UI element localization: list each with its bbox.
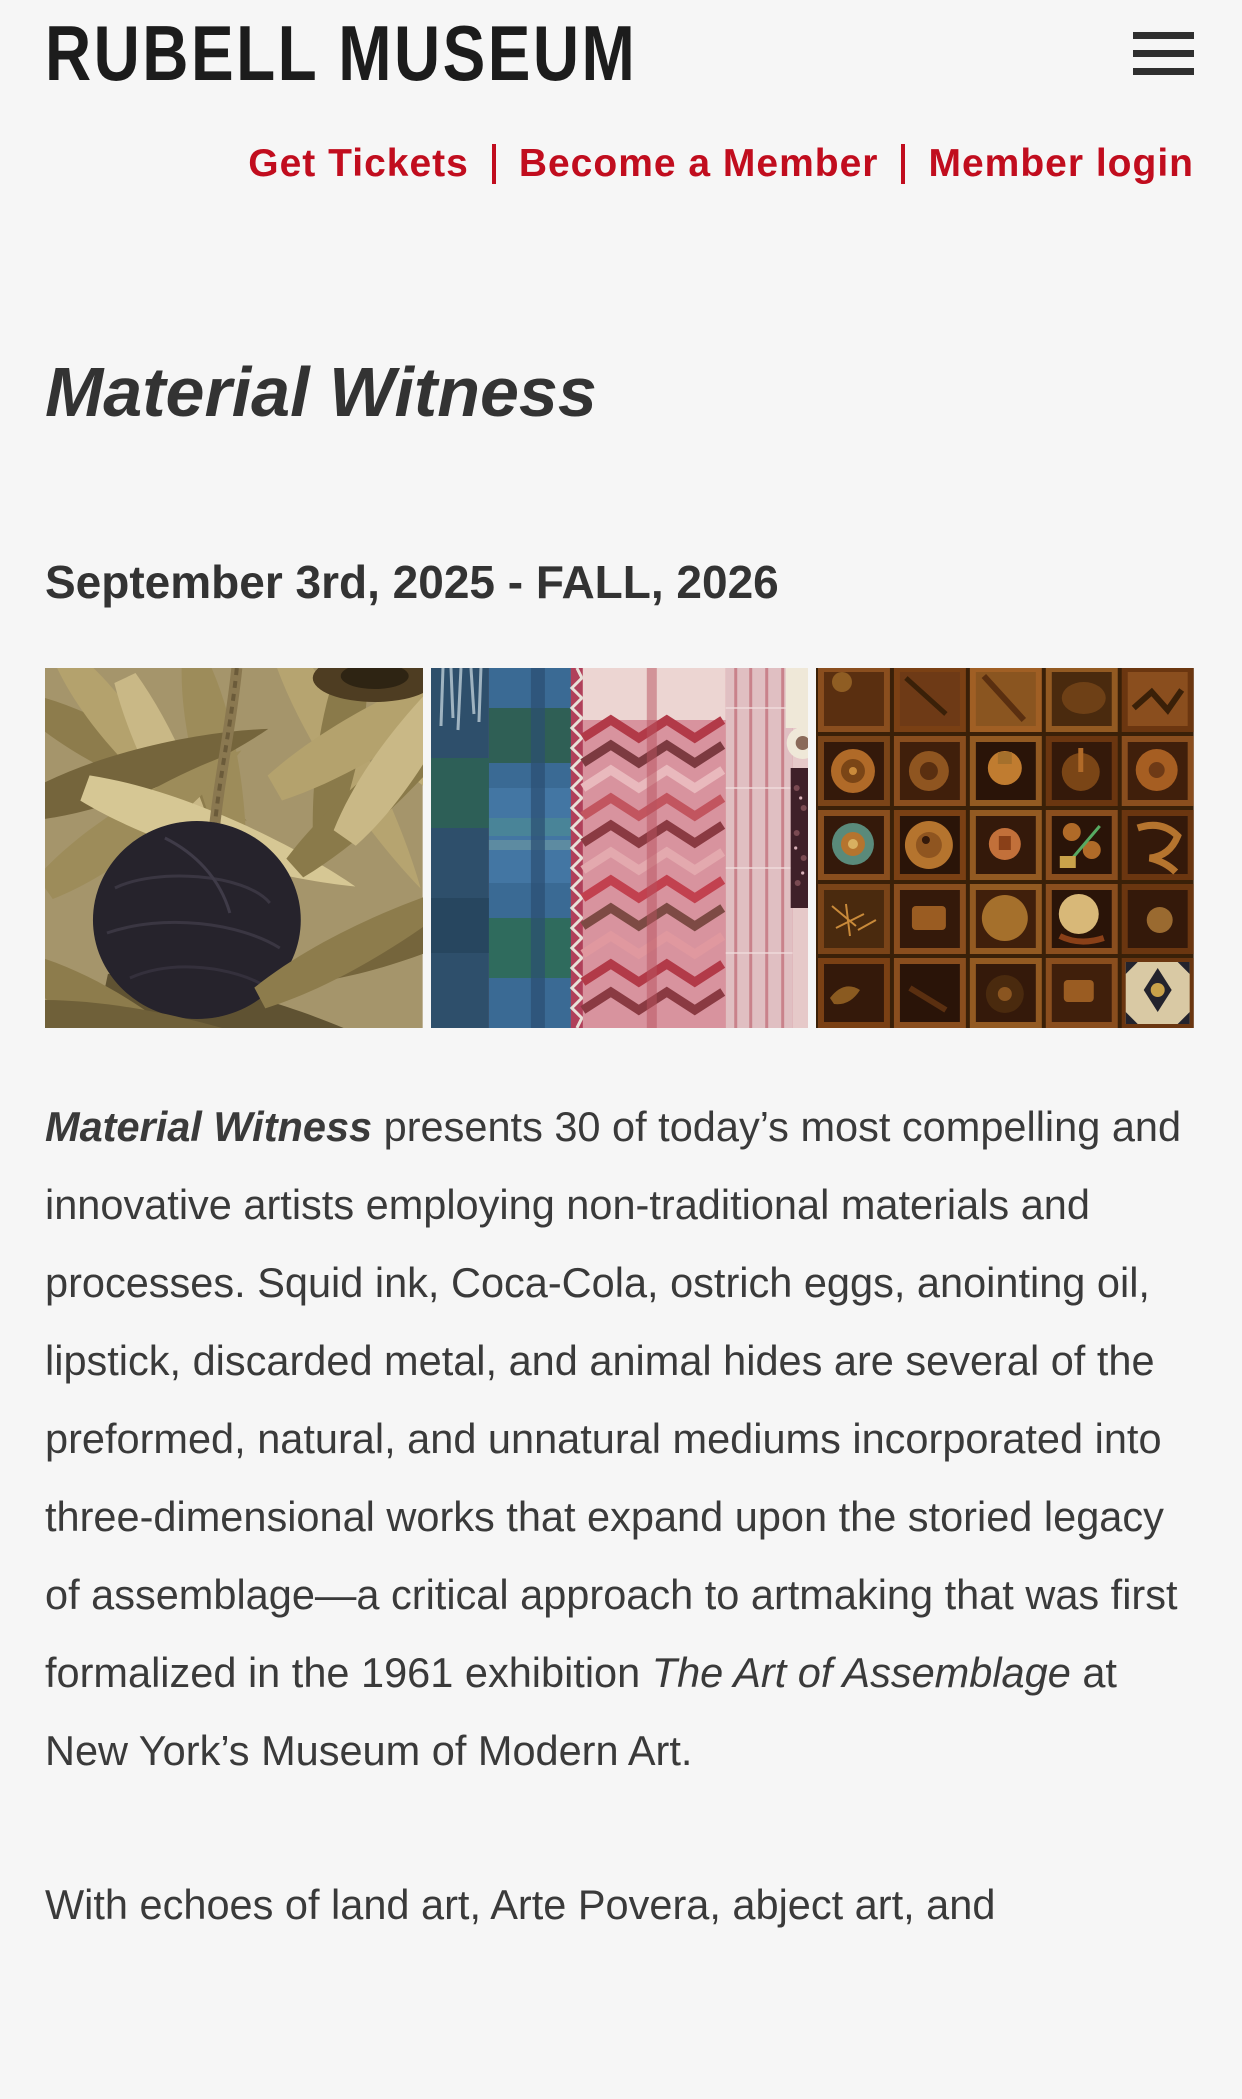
textiles-art	[431, 668, 809, 1028]
exhibition-image-rust-boxes	[816, 668, 1194, 1028]
exhibition-description	[45, 1088, 1194, 1944]
exhibition-image-leaves-sphere	[45, 668, 423, 1028]
description-paragraph-2: With echoes of land art, Arte Povera, abject art, and	[45, 1881, 996, 1928]
hamburger-icon	[1133, 68, 1194, 75]
description-text: at New York’s Museum of Modern Art.	[45, 1649, 1117, 1774]
exhibition-image-row	[45, 668, 1194, 1028]
referenced-exhibition-title: The Art of Assemblage	[651, 1649, 1071, 1696]
utility-nav	[45, 144, 1194, 183]
get-tickets-link[interactable]: Get Tickets	[248, 142, 469, 185]
site-header	[45, 0, 1194, 97]
menu-button[interactable]	[1133, 32, 1194, 75]
nav-separator	[492, 144, 496, 184]
hamburger-icon	[1133, 50, 1194, 57]
site-logo[interactable]: RUBELL MUSEUM	[45, 9, 638, 97]
exhibition-image-textiles	[431, 668, 809, 1028]
hamburger-icon	[1133, 32, 1194, 39]
description-paragraph-1	[45, 1088, 1194, 1790]
exhibition-title-inline: Material Witness	[45, 1103, 373, 1150]
nav-separator	[901, 144, 905, 184]
member-login-link[interactable]: Member login	[928, 142, 1194, 185]
become-member-link[interactable]: Become a Member	[518, 142, 879, 185]
description-text: presents 30 of today’s most compelling and innovative artists employing non-traditional materials and processes. Squid ink, Coca-Cola, ostrich eggs, anointing oil, lipstick, discarded metal, and animal hides are several of the preformed, natural, and unnatural mediums incorporated into three-dimensional works that expand upon the storied legacy of assemblage—a critical approach to artmaking that was first formalized in the 1961 exhibition	[45, 1103, 1182, 1696]
page-title: Material Witness	[45, 353, 597, 431]
exhibition-dates: September 3rd, 2025 - FALL, 2026	[45, 556, 779, 608]
rust-boxes-art	[816, 668, 1194, 1028]
leaves-sphere-art	[45, 668, 423, 1028]
